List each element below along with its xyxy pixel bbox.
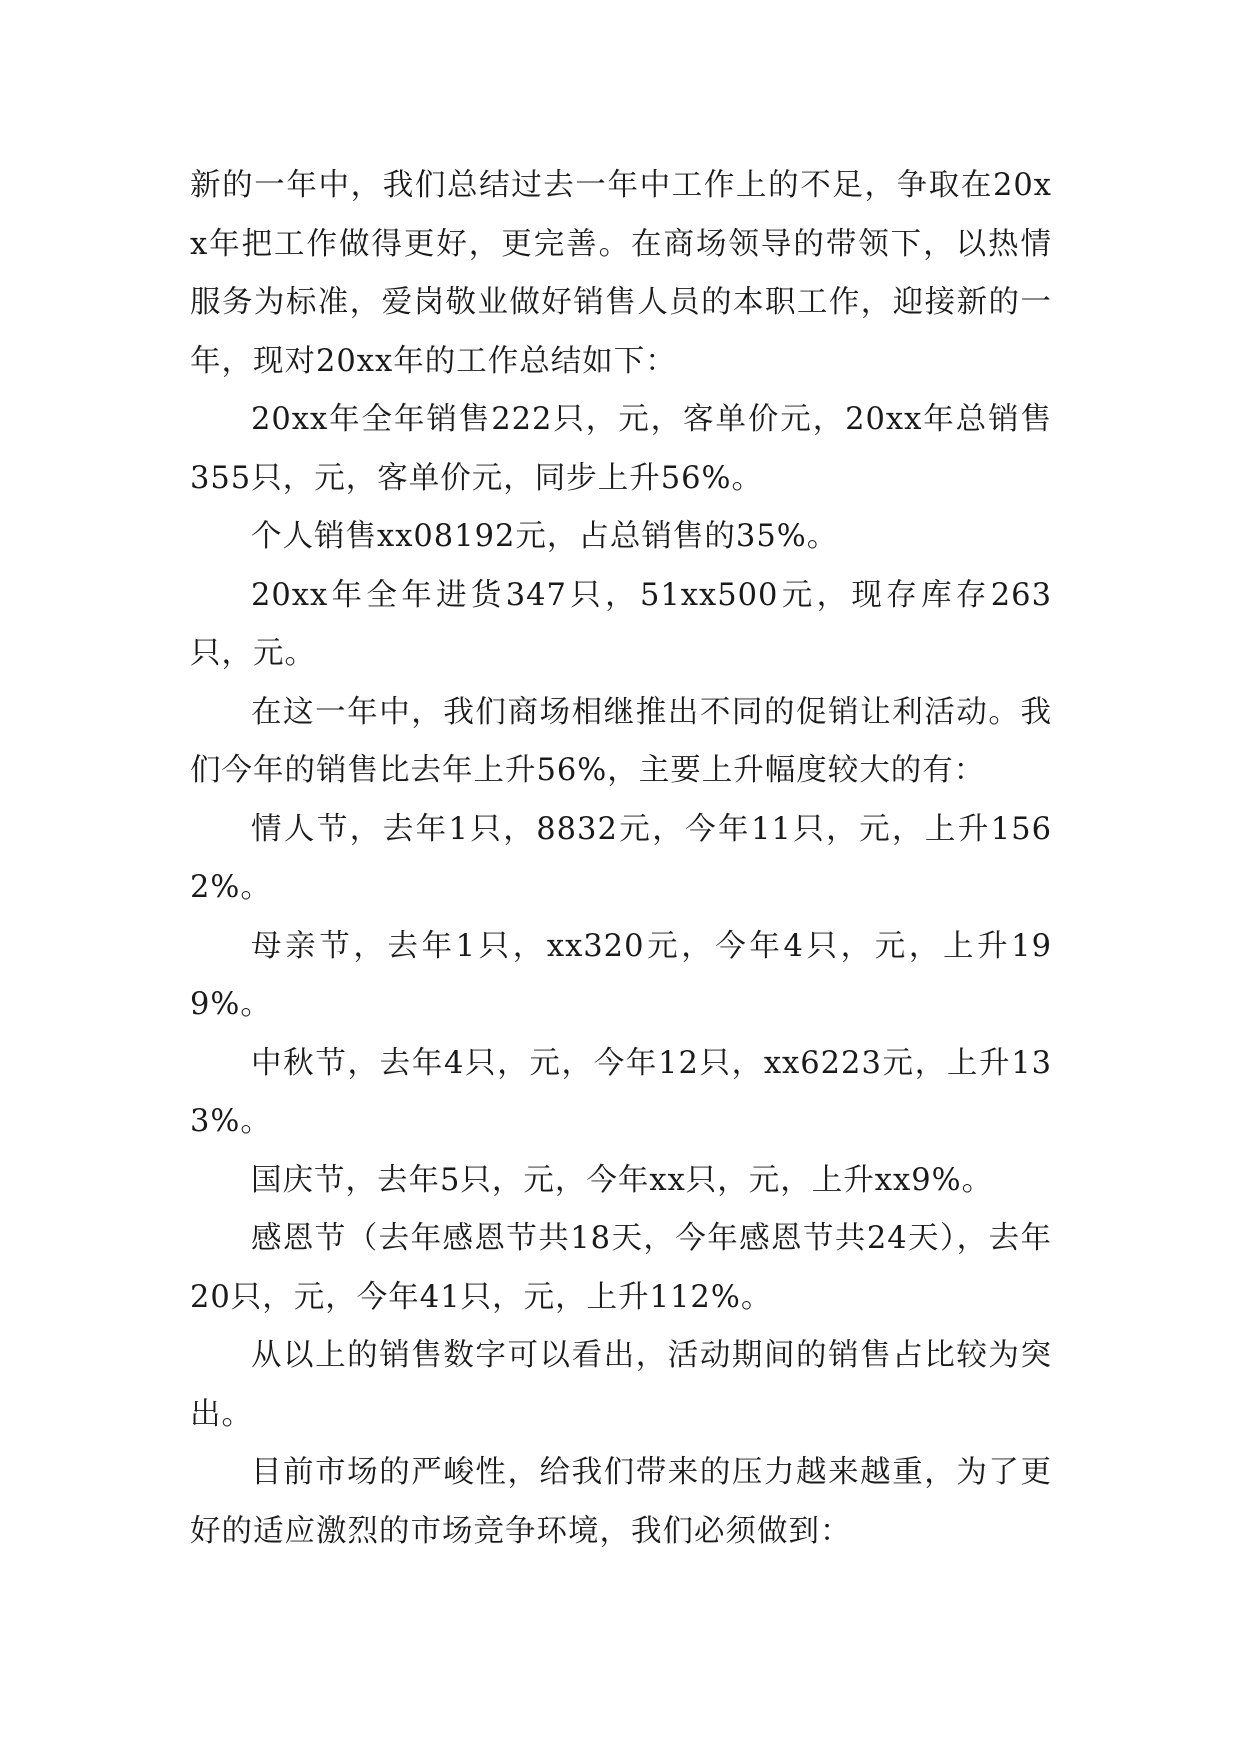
paragraph-conclusion: 从以上的销售数字可以看出，活动期间的销售占比较为突出。 bbox=[190, 1338, 1052, 1432]
paragraph-national-day: 国庆节，去年5只，元，今年xx只，元，上升xx9%。 bbox=[251, 1162, 994, 1198]
paragraph-market-outlook: 目前市场的严峻性，给我们带来的压力越来越重，为了更好的适应激烈的市场竞争环境，我们必须做到： bbox=[190, 1455, 1052, 1549]
paragraph-thanksgiving: 感恩节（去年感恩节共18天，今年感恩节共24天），去年20只，元，今年41只，元，上升112%。 bbox=[190, 1221, 1052, 1315]
paragraph-mothers-day: 母亲节，去年1只，xx320元，今年4只，元，上升199%。 bbox=[190, 928, 1052, 1022]
paragraph-intro: 新的一年中，我们总结过去一年中工作上的不足，争取在20xx年把工作做得更好，更完善。在商场领导的带领下，以热情服务为标准，爱岗敬业做好销售人员的本职工作，迎接新的一年，现对20xx年的工作总结如下： bbox=[190, 168, 1052, 379]
paragraph-personal-sales: 个人销售xx08192元，占总销售的35%。 bbox=[251, 519, 839, 554]
paragraph-promotions: 在这一年中，我们商场相继推出不同的促销让利活动。我们今年的销售比去年上升56%，主要上升幅度较大的有： bbox=[190, 694, 1052, 788]
paragraph-purchasing-inventory: 20xx年全年进货347只，51xx500元，现存库存263只，元。 bbox=[190, 577, 1052, 671]
paragraph-mid-autumn: 中秋节，去年4只，元，今年12只，xx6223元，上升133%。 bbox=[190, 1045, 1052, 1139]
paragraph-annual-sales: 20xx年全年销售222只，元，客单价元，20xx年总销售355只，元，客单价元，同步上升56%。 bbox=[190, 402, 1052, 496]
paragraph-valentines-day: 情人节，去年1只，8832元，今年11只，元，上升1562%。 bbox=[190, 811, 1052, 905]
document-body bbox=[190, 157, 1052, 1561]
